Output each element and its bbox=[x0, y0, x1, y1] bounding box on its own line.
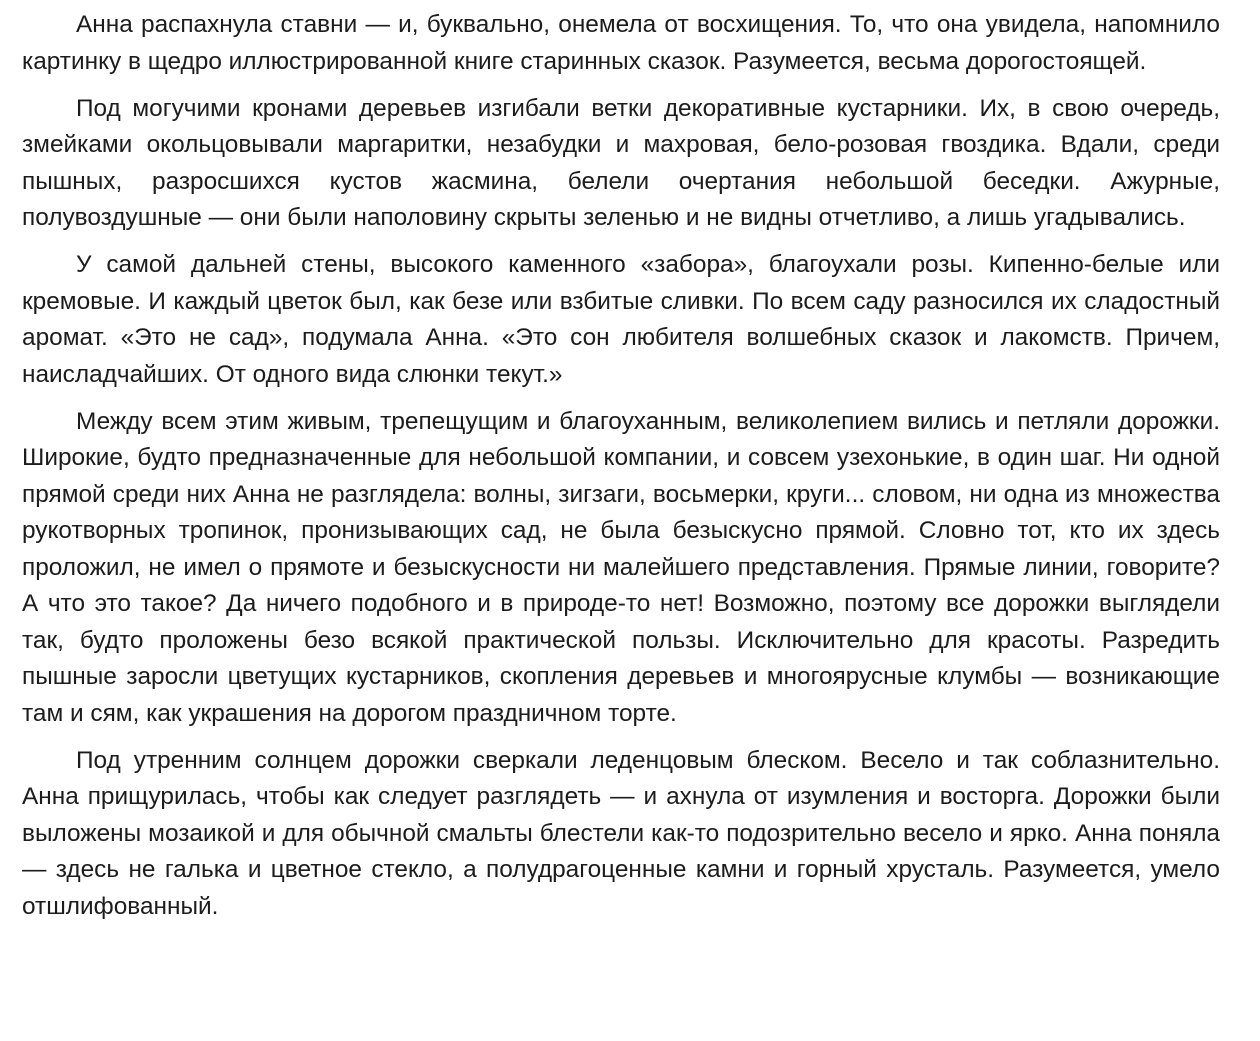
paragraph-2: Под могучими кронами деревьев изгибали ветки декоративные кустарники. Их, в свою очередь, змейками окольцовывали маргаритки, незабудки и махровая, бело-розовая гвоздика. Вдали, среди пышных, разросшихся кустов жасмина, белели очертания небольшой беседки. Ажурные, полувоздушные — они были наполовину скрыты зеленью и не видны отчетливо, а лишь угадывались. bbox=[22, 94, 1220, 231]
paragraph-3: У самой дальней стены, высокого каменного «забора», благоухали розы. Кипенно-белые или кремовые. И каждый цветок был, как безе или взбитые сливки. По всем саду разносился их сладостный аромат. «Это не сад», подумала Анна. «Это сон любителя волшебных сказок и лакомств. Причем, наисладчайших. От одного вида слюнки текут.» bbox=[22, 251, 1220, 388]
paragraph-5: Под утренним солнцем дорожки сверкали леденцовым блеском. Весело и так соблазнительно. Анна прищурилась, чтобы как следует разглядеть — и ахнула от изумления и восторга. Дорожки были выложены мозаикой и для обычной смальты блестели как-то подозрительно весело и ярко. Анна поняла — здесь не галька и цветное стекло, а полудрагоценные камни и горный хрусталь. Разумеется, умело отшлифованный. bbox=[22, 746, 1220, 920]
paragraph-4: Между всем этим живым, трепещущим и благоуханным, великолепием вились и петляли дорожки. Широкие, будто предназначенные для небольшой компании, и совсем узехонькие, в один шаг. Ни одной прямой среди них Анна не разглядела: волны, зигзаги, восьмерки, круги... словом, ни одна из множества рукотворных тропинок, пронизывающих сад, не была безыскусно прямой. Словно тот, кто их здесь проложил, не имел о прямоте и безыскусности ни малейшего представления. Прямые линии, говорите? А что это такое? Да ничего подобного и в природе-то нет! Возможно, поэтому все дорожки выглядели так, будто проложены безо всякой практической пользы. Исключительно для красоты. Разредить пышные заросли цветущих кустарников, скопления деревьев и многоярусные клумбы — возникающие там и сям, как украшения на дорогом праздничном торте. bbox=[22, 407, 1220, 727]
paragraph-1: Анна распахнула ставни — и, буквально, онемела от восхищения. То, что она увидела, напомнило картинку в щедро иллюстрированной книге старинных сказок. Разумеется, весьма дорогостоящей. bbox=[22, 11, 1220, 75]
